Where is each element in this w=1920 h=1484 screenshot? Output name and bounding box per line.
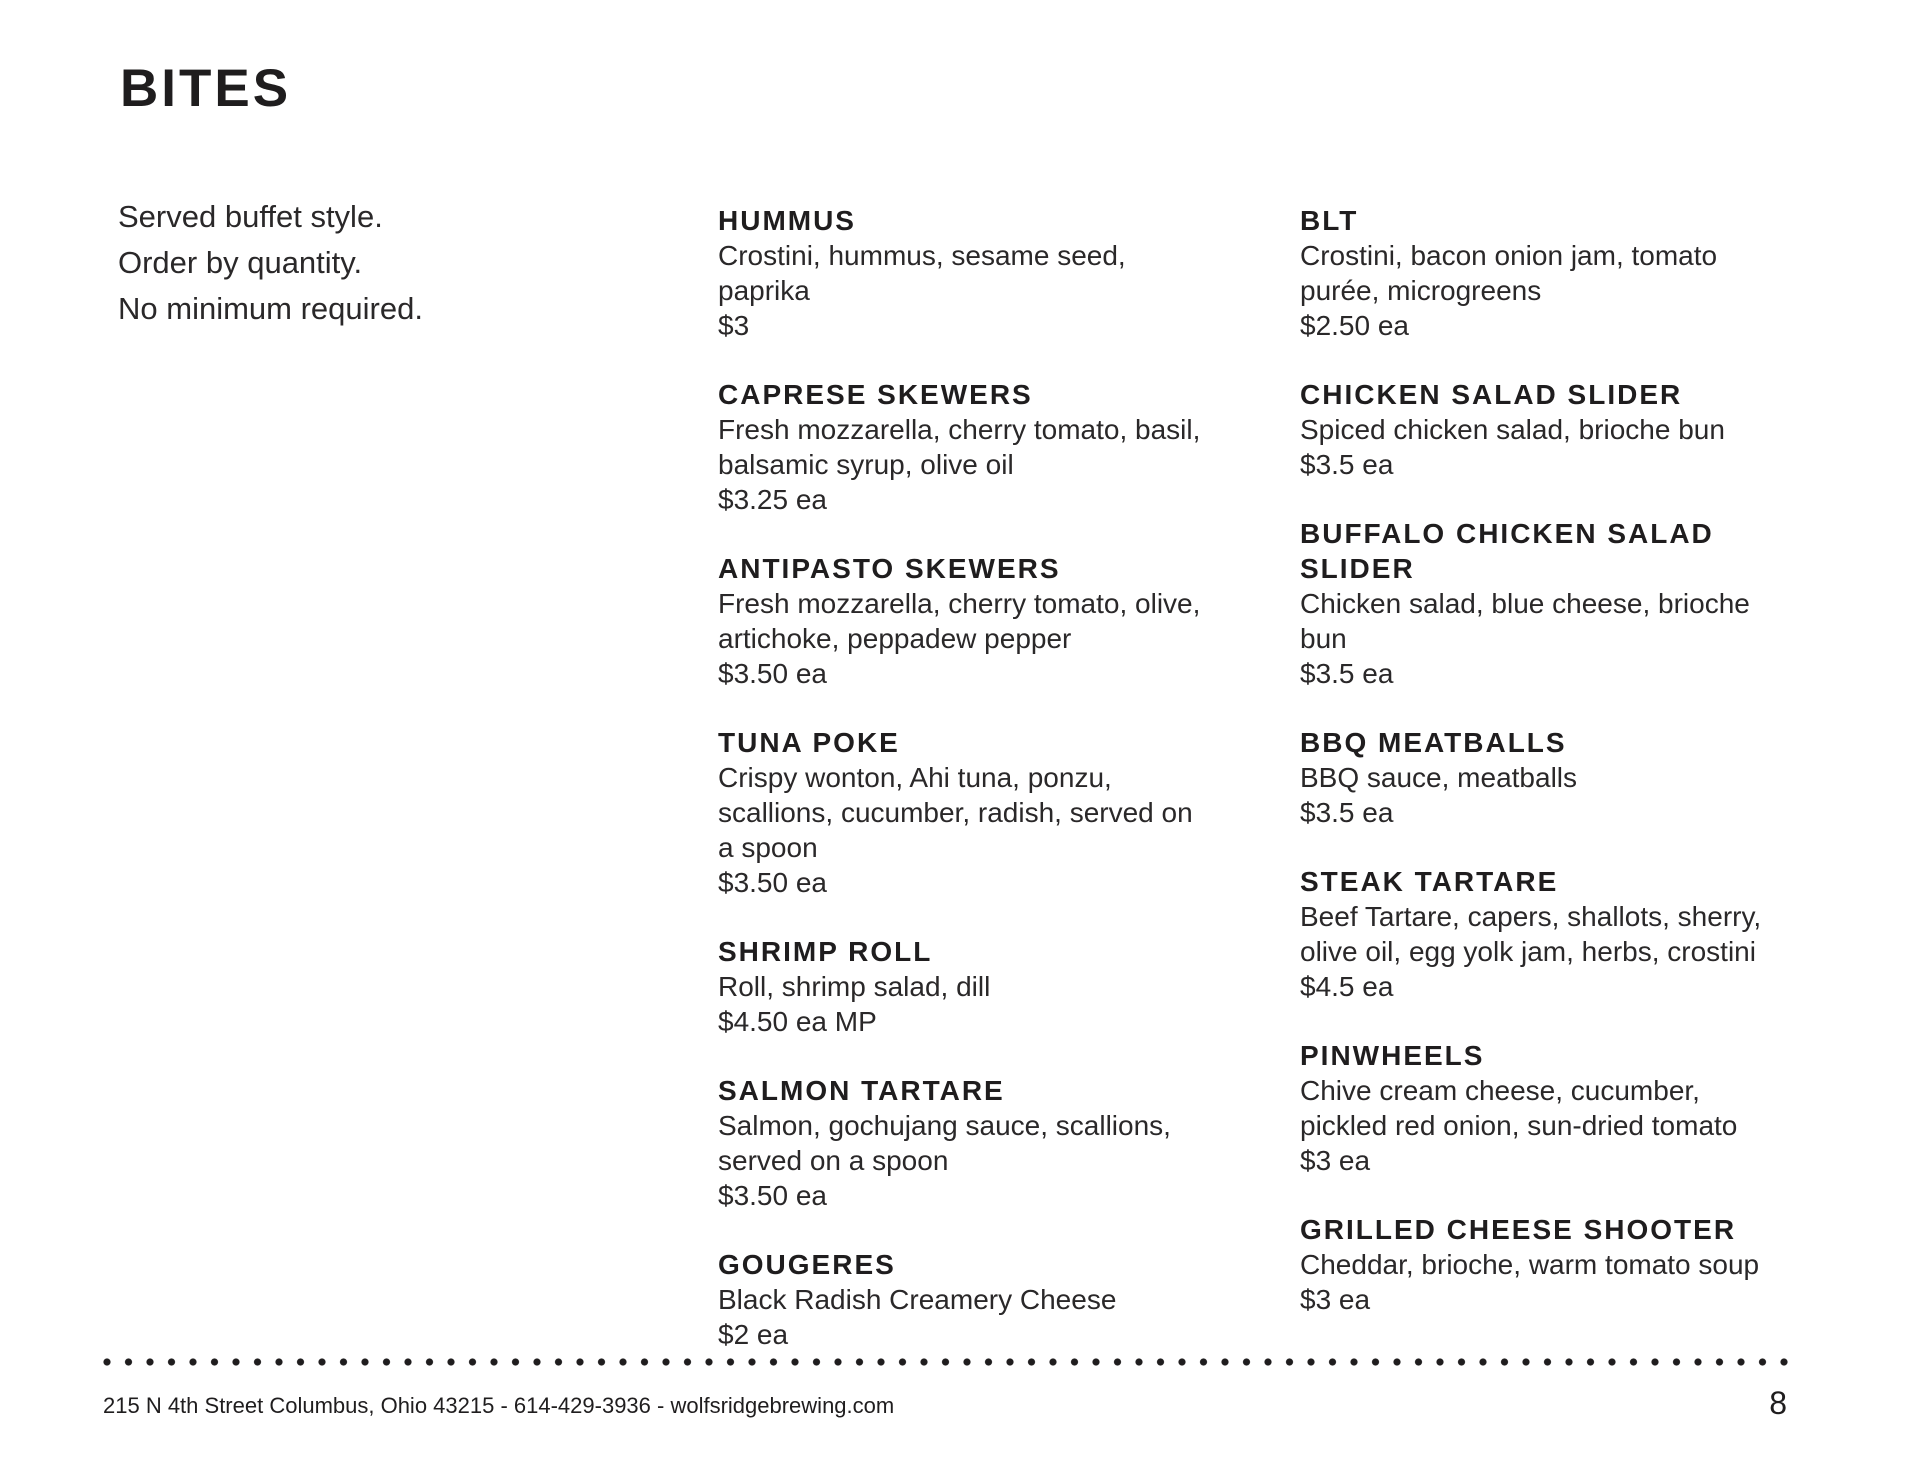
menu-item — [718, 1073, 1208, 1213]
menu-item-price: $3.50 ea — [718, 867, 827, 898]
footer-contact: 215 N 4th Street Columbus, Ohio 43215 - 614-429-3936 - wolfsridgebrewing.com — [103, 1393, 895, 1418]
menu-item-price: $3 — [718, 310, 750, 341]
menu-item — [718, 377, 1208, 517]
menu-item-description: Beef Tartare, capers, shallots, sherry, olive oil, egg yolk jam, herbs, crostini — [1300, 901, 1762, 967]
menu-item-description: BBQ sauce, meatballs — [1300, 762, 1578, 793]
menu-column-middle — [718, 203, 1208, 1386]
menu-item-price: $2 ea — [718, 1319, 789, 1350]
menu-item-name: GOUGERES — [718, 1249, 896, 1280]
menu-item — [718, 1247, 1208, 1352]
menu-item-description: Fresh mozzarella, cherry tomato, basil, balsamic syrup, olive oil — [718, 414, 1201, 480]
menu-item-description: Black Radish Creamery Cheese — [718, 1284, 1117, 1315]
menu-item — [1300, 1212, 1790, 1317]
menu-item — [1300, 203, 1790, 343]
menu-item-price: $4.50 ea MP — [718, 1006, 877, 1037]
menu-item-name: GRILLED CHEESE SHOOTER — [1300, 1214, 1737, 1245]
menu-item-name: BLT — [1300, 205, 1359, 236]
menu-item-name: CAPRESE SKEWERS — [718, 379, 1033, 410]
menu-item-price: $3 ea — [1300, 1284, 1371, 1315]
menu-item-price: $3.50 ea — [718, 658, 827, 689]
menu-item-description: Roll, shrimp salad, dill — [718, 971, 991, 1002]
menu-item-name: SALMON TARTARE — [718, 1075, 1005, 1106]
menu-item — [1300, 377, 1790, 482]
menu-item — [718, 725, 1208, 900]
intro-line-1: Served buffet style. — [118, 199, 383, 234]
menu-item-description: Chive cream cheese, cucumber, pickled red onion, sun-dried tomato — [1300, 1075, 1738, 1141]
menu-item-name: BBQ MEATBALLS — [1300, 727, 1567, 758]
dotted-divider — [103, 1358, 1799, 1366]
menu-item-name: CHICKEN SALAD SLIDER — [1300, 379, 1683, 410]
menu-item — [1300, 725, 1790, 830]
menu-item — [1300, 1038, 1790, 1178]
menu-item-price: $3.25 ea — [718, 484, 827, 515]
menu-item-price: $4.5 ea — [1300, 971, 1394, 1002]
menu-item-name: STEAK TARTARE — [1300, 866, 1559, 897]
intro-line-3: No minimum required. — [118, 291, 423, 326]
menu-item — [718, 203, 1208, 343]
menu-item-price: $3 ea — [1300, 1145, 1371, 1176]
menu-item-price: $2.50 ea — [1300, 310, 1409, 341]
menu-item-description: Cheddar, brioche, warm tomato soup — [1300, 1249, 1760, 1280]
menu-column-right — [1300, 203, 1790, 1351]
menu-item-price: $3.50 ea — [718, 1180, 827, 1211]
menu-item-price: $3.5 ea — [1300, 449, 1394, 480]
menu-item-description: Crispy wonton, Ahi tuna, ponzu, scallions, cucumber, radish, served on a spoon — [718, 762, 1193, 863]
menu-item-description: Spiced chicken salad, brioche bun — [1300, 414, 1725, 445]
menu-item-name: PINWHEELS — [1300, 1040, 1485, 1071]
menu-item-price: $3.5 ea — [1300, 658, 1394, 689]
intro-text — [118, 194, 423, 332]
menu-item — [718, 551, 1208, 691]
menu-item-name: ANTIPASTO SKEWERS — [718, 553, 1061, 584]
menu-item — [1300, 516, 1790, 691]
page-title: BITES — [120, 59, 292, 118]
menu-item — [1300, 864, 1790, 1004]
menu-item-description: Crostini, hummus, sesame seed, paprika — [718, 240, 1126, 306]
menu-item — [718, 934, 1208, 1039]
menu-item-price: $3.5 ea — [1300, 797, 1394, 828]
menu-item-description: Chicken salad, blue cheese, brioche bun — [1300, 588, 1750, 654]
page-number: 8 — [1769, 1385, 1787, 1421]
menu-item-name: BUFFALO CHICKEN SALAD SLIDER — [1300, 518, 1714, 584]
menu-item-description: Crostini, bacon onion jam, tomato purée, microgreens — [1300, 240, 1718, 306]
menu-item-description: Fresh mozzarella, cherry tomato, olive, artichoke, peppadew pepper — [718, 588, 1201, 654]
menu-item-name: SHRIMP ROLL — [718, 936, 933, 967]
menu-item-name: HUMMUS — [718, 205, 856, 236]
menu-item-name: TUNA POKE — [718, 727, 900, 758]
intro-line-2: Order by quantity. — [118, 245, 363, 280]
menu-item-description: Salmon, gochujang sauce, scallions, served on a spoon — [718, 1110, 1171, 1176]
